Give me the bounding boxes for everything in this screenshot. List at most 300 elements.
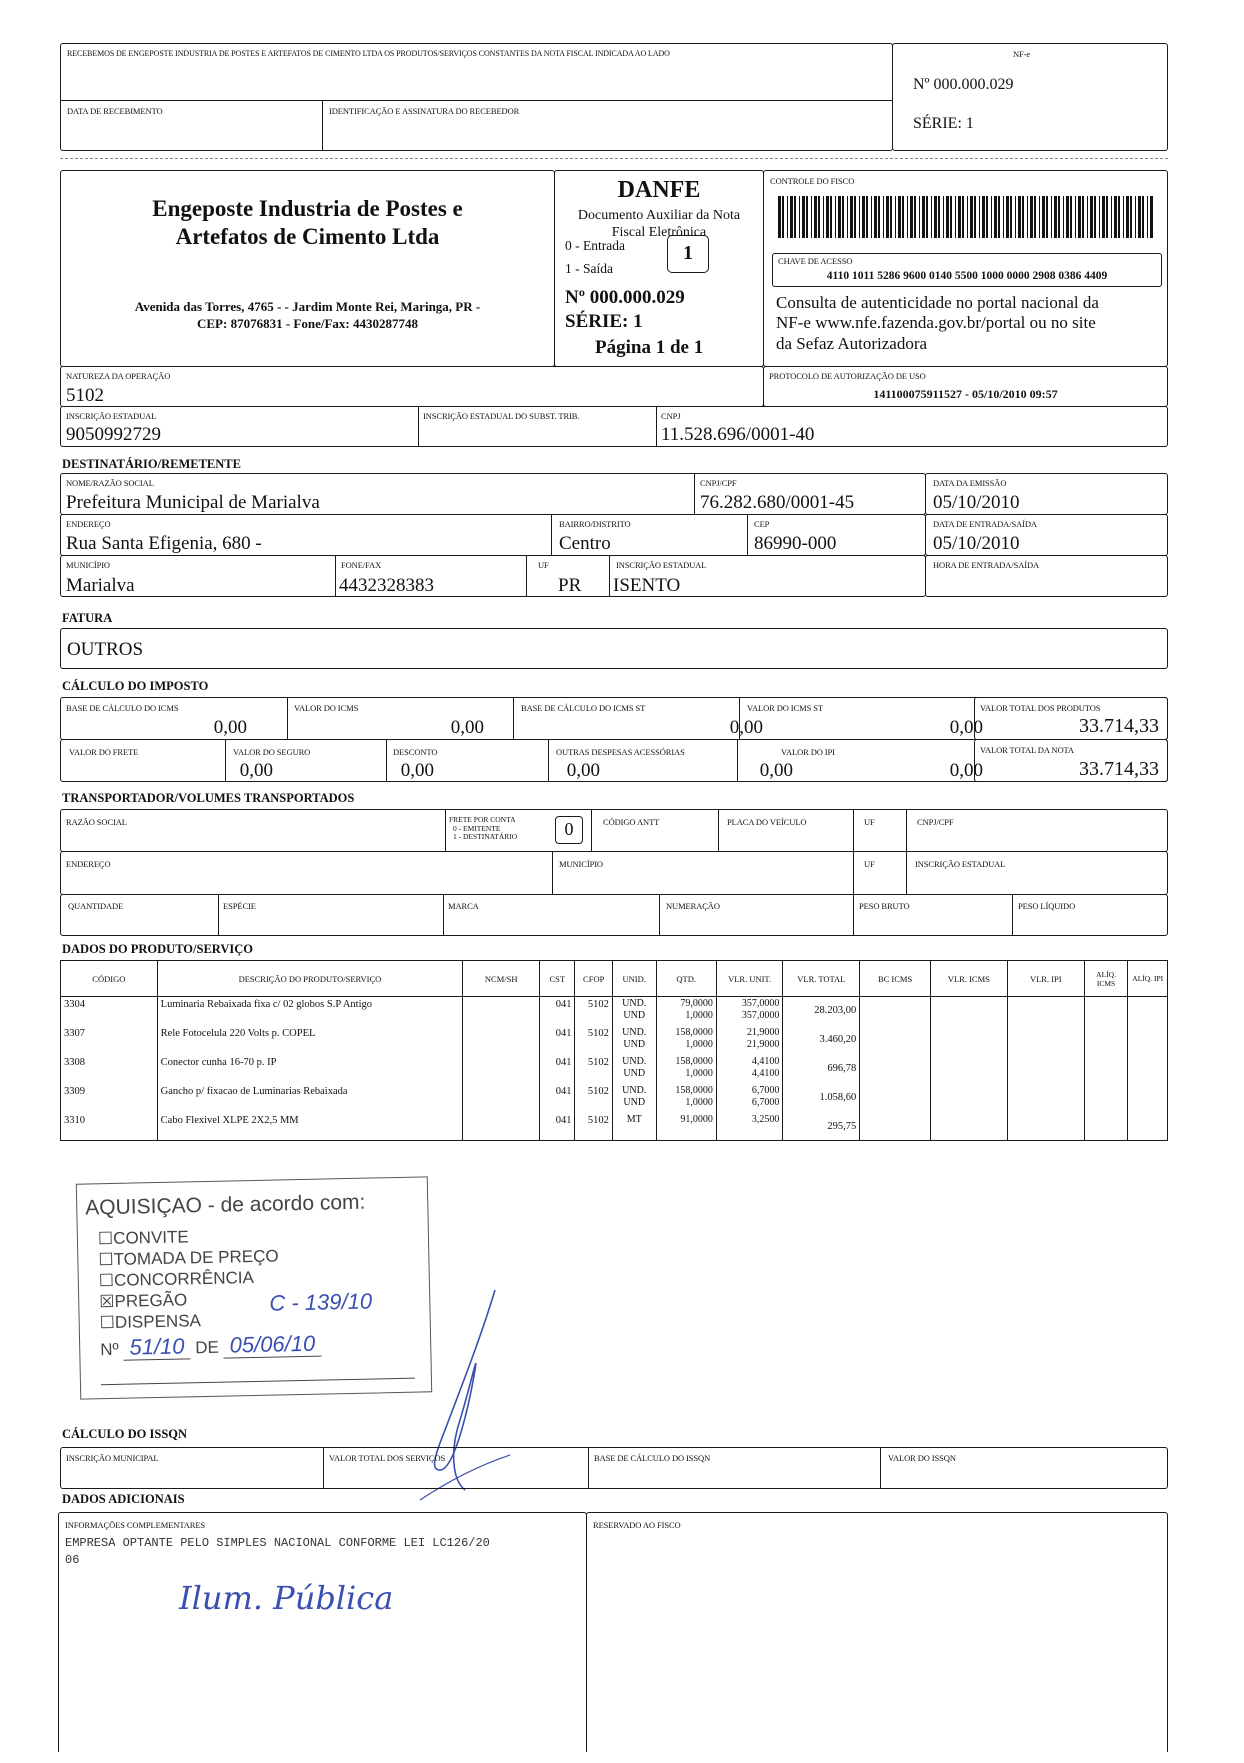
barcode-bar	[835, 196, 836, 238]
total-prod-box	[974, 697, 1168, 740]
col-aliq-ipi: ALÍQ. IPI	[1128, 961, 1168, 997]
barcode-bar	[866, 196, 868, 238]
destinatario-heading: DESTINATÁRIO/REMETENTE	[62, 457, 241, 471]
barcode-bar	[1027, 196, 1028, 238]
checkbox-icon: ☐	[97, 1228, 114, 1249]
icms-st-label: VALOR DO ICMS ST	[747, 703, 823, 713]
cell-ncm	[463, 1084, 540, 1113]
cell-bc-icms	[860, 1084, 931, 1113]
fatura-box	[60, 628, 1168, 669]
barcode-bar	[1114, 196, 1117, 238]
transp-frete-value: 0	[564, 819, 574, 839]
dest-entrada-label: DATA DE ENTRADA/SAÍDA	[933, 519, 1037, 529]
barcode-bar	[1058, 196, 1060, 238]
col-cst: CST	[540, 961, 575, 997]
barcode-bar	[1150, 196, 1153, 238]
divider	[739, 698, 740, 739]
divider	[659, 895, 660, 935]
barcode-bar	[895, 196, 896, 238]
checkbox-checked-icon: ☒	[99, 1291, 115, 1312]
emitente-box	[60, 170, 555, 367]
barcode-bar	[979, 196, 980, 238]
barcode-bar	[1102, 196, 1105, 238]
barcode-bar	[926, 196, 928, 238]
col-bc-icms: BC ICMS	[860, 961, 931, 997]
info-box	[58, 1512, 587, 1752]
barcode-bar	[902, 196, 904, 238]
transp-frete-label1: FRETE POR CONTA	[449, 815, 516, 824]
barcode-bar	[991, 196, 992, 238]
col-vlr-icms: VLR. ICMS	[930, 961, 1007, 997]
barcode-bar	[1090, 196, 1093, 238]
dest-ie-label: INSCRIÇÃO ESTADUAL	[616, 560, 707, 570]
barcode-bar	[1082, 196, 1084, 238]
col-descricao: DESCRIÇÃO DO PRODUTO/SERVIÇO	[157, 961, 463, 997]
barcode-bar	[1147, 196, 1148, 238]
barcode-bar	[838, 196, 841, 238]
cell-qtd-line1: 79,0000	[680, 998, 713, 1009]
barcode-bar	[1138, 196, 1141, 238]
fisco-reserved-label: RESERVADO AO FISCO	[593, 1520, 681, 1530]
cell-vlr-unit	[716, 1055, 783, 1084]
barcode-bar	[1070, 196, 1072, 238]
cell-qtd-line1: 158,0000	[675, 1055, 713, 1067]
divider	[552, 852, 553, 894]
transp-municipio-label: MUNICÍPIO	[559, 859, 603, 869]
transp-marca-label: MARCA	[448, 901, 479, 911]
fisco-consulta	[776, 293, 1099, 354]
seguro-value: 0,00	[400, 760, 434, 781]
col-codigo: CÓDIGO	[61, 961, 158, 997]
divider	[694, 474, 695, 514]
table-row	[61, 1026, 1168, 1055]
barcode-bar	[886, 196, 889, 238]
barcode-bar	[946, 196, 949, 238]
fisco-consulta-line1: Consulta de autenticidade no portal nacional da	[776, 293, 1099, 312]
barcode-bar	[1006, 196, 1009, 238]
barcode-bar	[986, 196, 988, 238]
barcode-bar	[847, 196, 848, 238]
issqn-box	[60, 1447, 1168, 1489]
barcode-bar	[806, 196, 808, 238]
canhoto-number: Nº 000.000.029	[913, 76, 1014, 93]
natureza-value: 5102	[66, 385, 104, 406]
col-unid: UNID.	[612, 961, 656, 997]
table-row	[61, 997, 1168, 1026]
barcode-bar	[1066, 196, 1069, 238]
cell-unid-line1: UND.	[622, 1084, 647, 1096]
stamp-num-value: 51/10	[123, 1333, 191, 1360]
fisco-chave: 4110 1011 5286 9600 0140 5500 1000 0000 2908 0386 4409	[826, 270, 1108, 282]
fisco-consulta-line2: NF-e www.nfe.fazenda.gov.br/portal ou no site	[776, 313, 1096, 333]
danfe-subtitle-line1: Documento Auxiliar da Nota	[577, 208, 741, 223]
barcode-bar	[1010, 196, 1012, 238]
transp-row2	[60, 851, 1168, 895]
info-line2: 06	[65, 1553, 80, 1567]
barcode-bar	[1046, 196, 1048, 238]
cell-unid	[612, 997, 656, 1026]
dest-ie-value: ISENTO	[613, 575, 681, 596]
barcode-bar	[859, 196, 860, 238]
frete-value: 0,00	[239, 760, 273, 781]
divider	[1012, 895, 1013, 935]
divider	[588, 1448, 589, 1488]
total-prod-value: 33.714,33	[1079, 715, 1159, 737]
transp-frete-label3: 1 - DESTINATÁRIO	[453, 832, 518, 842]
cell-aliq-icms	[1084, 1055, 1128, 1084]
barcode-bar	[1022, 196, 1024, 238]
divider	[548, 740, 549, 781]
cell-unid-line1: UND.	[622, 1055, 647, 1067]
protocolo-box	[763, 366, 1168, 407]
cell-vlr-unit-line2: 21,9000	[746, 1038, 780, 1050]
issqn-bc-label: BASE DE CÁLCULO DO ISSQN	[594, 1453, 711, 1463]
chave-box	[772, 253, 1162, 287]
dest-entrada-box	[925, 514, 1168, 556]
barcode-bar	[1018, 196, 1021, 238]
fisco-reserved-box	[586, 1512, 1168, 1752]
transp-cnpj-label: CNPJ/CPF	[917, 817, 954, 827]
stamp-options	[98, 1224, 280, 1333]
divider	[591, 810, 592, 851]
cell-unid	[612, 1026, 656, 1055]
products-table	[60, 960, 1168, 1141]
emitente-name-line1: Engeposte Industria de Postes e	[152, 196, 463, 221]
barcode-bar	[830, 196, 832, 238]
barcode-bar	[1015, 196, 1016, 238]
barcode-bar	[919, 196, 920, 238]
products-header-row	[61, 961, 1168, 997]
canhoto-divider-v	[322, 100, 323, 150]
transp-bruto-label: PESO BRUTO	[859, 901, 910, 911]
transp-uf-label: UF	[864, 817, 875, 827]
emitente-name-line2: Artefatos de Cimento Ltda	[175, 223, 440, 249]
fisco-consulta-line3: da Sefaz Autorizadora	[776, 333, 928, 353]
cell-qtd-line2: 1,0000	[685, 1038, 713, 1050]
divider	[513, 698, 514, 739]
dest-bairro-value: Centro	[559, 533, 611, 554]
barcode-bar	[1075, 196, 1076, 238]
cell-aliq-ipi	[1128, 1113, 1168, 1141]
cell-bc-icms	[860, 1026, 931, 1055]
barcode-bar	[1099, 196, 1100, 238]
stamp-option-dispensa	[99, 1308, 280, 1333]
canhoto-date-label: DATA DE RECEBIMENTO	[67, 106, 163, 116]
table-row	[61, 1055, 1168, 1084]
divider	[906, 810, 907, 851]
barcode-bar	[794, 196, 796, 238]
emitente-address	[61, 299, 554, 333]
barcode-bar	[818, 196, 820, 238]
bc-st-label: BASE DE CÁLCULO DO ICMS ST	[521, 703, 646, 713]
cell-vlr-unit-line2: 4,4100	[751, 1067, 780, 1079]
checkbox-icon: ☐	[98, 1249, 114, 1270]
barcode-bar	[958, 196, 961, 238]
danfe-subtitle-line2: Fiscal Eletrônica	[611, 224, 707, 240]
dest-hora-box	[925, 555, 1168, 597]
cell-qtd-line2: 1,0000	[685, 1096, 713, 1108]
barcode-bar	[1094, 196, 1096, 238]
dest-hora-label: HORA DE ENTRADA/SAÍDA	[933, 560, 1040, 570]
total-prod-label: VALOR TOTAL DOS PRODUTOS	[980, 703, 1101, 713]
dest-cnpj-label: CNPJ/CPF	[700, 478, 737, 488]
danfe-box	[554, 170, 764, 367]
dest-cep-label: CEP	[754, 519, 770, 529]
danfe-page: Página 1 de 1	[595, 337, 704, 358]
dest-municipio-value: Marialva	[66, 575, 135, 596]
issqn-servicos-label: VALOR TOTAL DOS SERVIÇOS	[329, 1453, 446, 1463]
barcode-bar	[1054, 196, 1057, 238]
cell-codigo: 3307	[61, 1026, 158, 1055]
cell-cst: 041	[540, 1113, 575, 1141]
dest-row2	[60, 514, 926, 556]
barcode-bar	[931, 196, 932, 238]
stamp-title: AQUISIÇAO - de acordo com:	[85, 1190, 366, 1220]
dest-cnpj-value: 76.282.680/0001-45	[700, 492, 855, 513]
danfe-serie: SÉRIE: 1	[565, 311, 643, 332]
cell-descricao: Rele Fotocelula 220 Volts p. COPEL	[157, 1026, 463, 1055]
dest-nome-value: Prefeitura Municipal de Marialva	[66, 492, 320, 513]
danfe-number: Nº 000.000.029	[565, 287, 685, 308]
barcode-bar	[967, 196, 968, 238]
divider	[287, 698, 288, 739]
dest-fone-value: 4432328383	[339, 575, 434, 596]
stamp-option-label: PREGÃO	[114, 1290, 188, 1311]
barcode-bar	[1063, 196, 1064, 238]
barcode-bar	[938, 196, 940, 238]
cell-qtd-line1: 91,0000	[680, 1113, 713, 1125]
divider	[386, 740, 387, 781]
cell-qtd-line2: 1,0000	[685, 1010, 713, 1021]
barcode-bar	[890, 196, 892, 238]
divider	[218, 895, 219, 935]
col-aliq-icms: ALÍQ. ICMS	[1084, 961, 1128, 997]
imposto-heading: CÁLCULO DO IMPOSTO	[62, 679, 209, 693]
stamp-num-prefix: Nº	[100, 1339, 119, 1360]
dest-emissao-box	[925, 473, 1168, 515]
barcode-bar	[823, 196, 824, 238]
barcode-bar	[914, 196, 916, 238]
cell-vlr-unit-line1: 21,9000	[746, 1026, 780, 1038]
barcode-bar	[1130, 196, 1132, 238]
danfe-subtitle	[555, 208, 763, 242]
transp-row3	[60, 894, 1168, 936]
cell-vlr-icms	[930, 1026, 1007, 1055]
total-nota-value: 33.714,33	[1079, 758, 1159, 780]
stamp-option-label: CONCORRÊNCIA	[113, 1268, 255, 1290]
stamp-date-value: 05/06/10	[223, 1331, 321, 1359]
protocolo-value: 141100075911527 - 05/10/2010 09:57	[873, 387, 1058, 401]
barcode-bar	[871, 196, 872, 238]
barcode-bar	[898, 196, 901, 238]
divider	[853, 810, 854, 851]
divider	[335, 556, 336, 596]
cell-vlr-unit-line1: 357,0000	[741, 998, 780, 1009]
cell-cfop: 5102	[575, 1026, 612, 1055]
divider	[747, 515, 748, 555]
col-vlr-unit: VLR. UNIT.	[716, 961, 783, 997]
cell-aliq-icms	[1084, 997, 1128, 1026]
transp-frete-labels	[449, 816, 517, 842]
dest-entrada-value: 05/10/2010	[933, 533, 1020, 554]
barcode-bar	[1126, 196, 1129, 238]
cell-aliq-ipi	[1128, 1084, 1168, 1113]
barcode-bar	[1135, 196, 1136, 238]
col-vlr-ipi: VLR. IPI	[1007, 961, 1084, 997]
transp-liquido-label: PESO LÍQUIDO	[1018, 901, 1076, 911]
cell-unid	[612, 1055, 656, 1084]
dest-bairro-label: BAIRRO/DISTRITO	[559, 519, 631, 529]
cell-vlr-total: 3.460,20	[783, 1026, 860, 1055]
divider	[853, 895, 854, 935]
cell-codigo: 3308	[61, 1055, 158, 1084]
fisco-box	[763, 170, 1168, 367]
transp-especie-label: ESPÉCIE	[223, 901, 256, 911]
divider	[418, 407, 419, 446]
cell-descricao: Gancho p/ fixacao de Luminarias Rebaixada	[157, 1084, 463, 1113]
info-text	[65, 1535, 490, 1569]
divider	[323, 1448, 324, 1488]
stamp-signature-line	[101, 1378, 415, 1386]
icms-label: VALOR DO ICMS	[294, 703, 359, 713]
ipi-value: 0,00	[949, 760, 983, 781]
ipi-label: VALOR DO IPI	[781, 747, 835, 757]
barcode-bar	[943, 196, 944, 238]
cell-cst: 041	[540, 1084, 575, 1113]
cell-aliq-icms	[1084, 1113, 1128, 1141]
stamp-option-label: DISPENSA	[114, 1311, 202, 1332]
cell-ncm	[463, 1026, 540, 1055]
cell-vlr-icms	[930, 1055, 1007, 1084]
divider	[445, 810, 446, 851]
barcode-bar	[883, 196, 884, 238]
canhoto-nfe-box	[892, 43, 1168, 151]
issqn-heading: CÁLCULO DO ISSQN	[62, 1427, 188, 1441]
ie-label: INSCRIÇÃO ESTADUAL	[66, 411, 157, 421]
stamp-option-concorrencia	[99, 1266, 280, 1291]
cell-qtd	[656, 997, 716, 1026]
barcode-bar	[950, 196, 952, 238]
cell-cfop: 5102	[575, 1055, 612, 1084]
checkbox-icon: ☐	[98, 1270, 115, 1291]
barcode-bar	[1111, 196, 1112, 238]
dest-nome-label: NOME/RAZÃO SOCIAL	[66, 478, 154, 488]
divider	[737, 740, 738, 781]
barcode-bar	[1034, 196, 1036, 238]
cell-vlr-icms	[930, 1113, 1007, 1141]
desconto-value: 0,00	[566, 760, 600, 781]
produtos-heading: DADOS DO PRODUTO/SERVIÇO	[62, 942, 254, 956]
barcode-bar	[811, 196, 812, 238]
cell-vlr-unit	[716, 997, 783, 1026]
barcode-bar	[799, 196, 800, 238]
barcode-bar	[787, 196, 788, 238]
cell-cst: 041	[540, 1026, 575, 1055]
cell-cfop: 5102	[575, 997, 612, 1026]
ie-value: 9050992729	[66, 424, 161, 445]
seguro-label: VALOR DO SEGURO	[233, 747, 311, 757]
divider	[656, 407, 657, 446]
barcode-bar	[1039, 196, 1040, 238]
cell-aliq-ipi	[1128, 1026, 1168, 1055]
stamp-option-label: TOMADA DE PREÇO	[113, 1246, 279, 1269]
emitente-name	[61, 195, 554, 250]
transporte-heading: TRANSPORTADOR/VOLUMES TRANSPORTADOS	[62, 791, 355, 805]
dest-uf-value: PR	[558, 575, 582, 596]
danfe-title: DANFE	[617, 177, 701, 203]
dest-fone-label: FONE/FAX	[341, 560, 382, 570]
ie-row	[60, 406, 1168, 447]
cell-vlr-unit	[716, 1026, 783, 1055]
cell-vlr-unit	[716, 1084, 783, 1113]
cell-unid-line2: UND	[623, 1096, 646, 1108]
divider	[443, 895, 444, 935]
cell-ncm	[463, 997, 540, 1026]
stamp-de-label: DE	[195, 1337, 220, 1358]
transp-qtd-label: QUANTIDADE	[68, 901, 124, 911]
canhoto-cut-line	[60, 158, 1168, 159]
transp-row1	[60, 809, 1168, 852]
divider	[906, 852, 907, 894]
barcode	[778, 196, 1154, 238]
barcode-bar	[934, 196, 937, 238]
cell-vlr-ipi	[1007, 1055, 1084, 1084]
barcode-bar	[998, 196, 1000, 238]
col-qtd: QTD.	[656, 961, 716, 997]
cell-vlr-total: 28.203,00	[783, 997, 860, 1026]
divider	[880, 1448, 881, 1488]
emitente-address-line1: Avenida das Torres, 4765 - - Jardim Monte Rei, Maringa, PR -	[134, 299, 481, 314]
total-nota-label: VALOR TOTAL DA NOTA	[980, 745, 1074, 755]
barcode-bar	[862, 196, 865, 238]
dest-cep-value: 86990-000	[754, 533, 837, 554]
total-nota-box	[974, 739, 1168, 782]
cell-qtd	[656, 1113, 716, 1141]
barcode-bar	[1118, 196, 1120, 238]
cell-unid-line2: UND	[623, 1067, 646, 1079]
emit-cnpj-label: CNPJ	[661, 411, 681, 421]
barcode-bar	[878, 196, 880, 238]
barcode-bar	[1051, 196, 1052, 238]
barcode-bar	[955, 196, 956, 238]
danfe-tipo: 1	[683, 242, 693, 264]
cell-qtd	[656, 1084, 716, 1113]
info-line1: EMPRESA OPTANTE PELO SIMPLES NACIONAL CONFORME LEI LC126/20	[65, 1536, 490, 1550]
col-cfop: CFOP	[575, 961, 612, 997]
cell-codigo: 3304	[61, 997, 158, 1026]
dest-endereco-label: ENDEREÇO	[66, 519, 111, 529]
barcode-bar	[974, 196, 976, 238]
barcode-bar	[874, 196, 877, 238]
canhoto-box	[60, 43, 893, 151]
issqn-im-label: INSCRIÇÃO MUNICIPAL	[66, 1453, 159, 1463]
cell-vlr-ipi	[1007, 1113, 1084, 1141]
barcode-bar	[1078, 196, 1081, 238]
divider	[609, 556, 610, 596]
cell-unid-line2: UND	[623, 1010, 646, 1021]
bc-icms-value: 0,00	[213, 717, 247, 738]
cell-codigo: 3310	[61, 1113, 158, 1141]
cell-unid-line1: MT	[626, 1113, 642, 1125]
cell-cfop: 5102	[575, 1084, 612, 1113]
adicionais-heading: DADOS ADICIONAIS	[62, 1492, 185, 1506]
cell-bc-icms	[860, 1113, 931, 1141]
cell-cst: 041	[540, 997, 575, 1026]
barcode-bar	[850, 196, 853, 238]
divider	[718, 810, 719, 851]
desconto-label: DESCONTO	[393, 747, 438, 757]
cell-vlr-icms	[930, 997, 1007, 1026]
